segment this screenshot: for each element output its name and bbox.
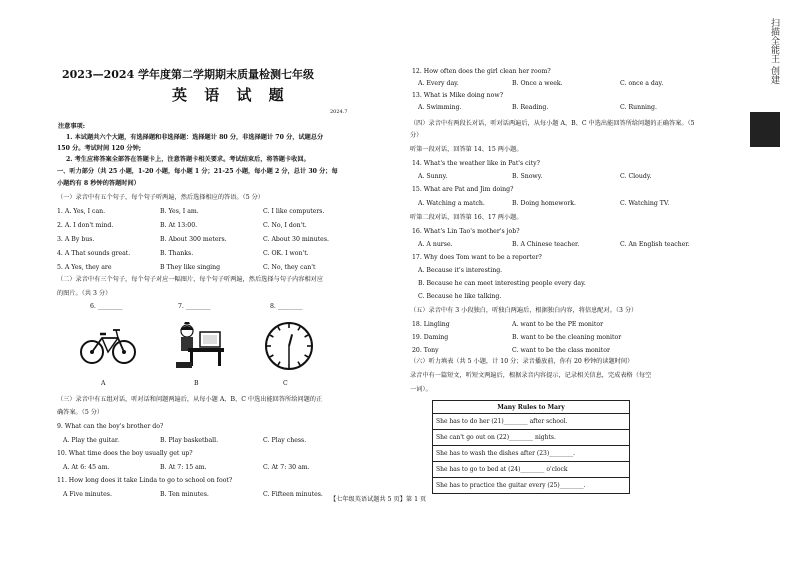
clock-image: [263, 320, 315, 372]
note-1a: 1. 本试题共六个大题，有选择题和非选择题：选择题计 80 分，非选择题计 70 分，试题总分: [66, 134, 324, 141]
part1-heading: 一、听力部分（共 25 小题，1-20 小题，每小题 1 分；21-25 小题，每小题 2 分，总计 30 分；每: [57, 168, 338, 175]
q16-b: B. A Chinese teacher.: [512, 241, 580, 248]
sec6-instructions: 录音中有一篇短文，听短文两遍后，根据录音内容提示，记录相关信息，完成表格（每空: [410, 372, 652, 379]
q1-a: 1. A. Yes, I can.: [57, 208, 106, 215]
rules-table: [432, 400, 630, 494]
q15-b: B. Doing homework.: [512, 200, 576, 207]
match-18-name: 18. Lingling: [412, 321, 450, 328]
q14-a: A. Sunny.: [418, 173, 448, 180]
q15-text: 15. What are Pat and Jim doing?: [412, 186, 514, 193]
q5-c: C. No, they can't: [263, 264, 316, 271]
sec6-instructions-b: 一词）。: [410, 386, 432, 393]
q12-a: A. Every day.: [418, 80, 459, 87]
q9-c: C. Play chess.: [263, 437, 307, 444]
sec3-heading: （三）录音中有五组对话，听对话和问题两遍后，从每小题 A、B、C 中选出能回答所给问题的正: [57, 396, 323, 403]
match-18-option: A. want to be the PE monitor: [512, 321, 604, 328]
q14-b: B. Snowy.: [512, 173, 543, 180]
q17-b: B. Because he can meet interesting people every day.: [418, 280, 586, 287]
subject-title: 英 语 试 题: [172, 86, 290, 104]
table-title: Many Rules to Mary: [433, 401, 630, 414]
picture-label-c: C: [283, 380, 288, 387]
match-19-name: 19. Daming: [412, 334, 449, 341]
sec4-dialogue2: 听第二段对话，回答第 16、17 两小题。: [410, 214, 523, 221]
sec6-heading: （六）听力填表（共 5 小题，计 10 分；录音播放前，你有 20 秒钟的读题时间）: [410, 358, 634, 365]
sec3-heading-b: 确答案。（5 分）: [57, 409, 104, 416]
table-row: She can't go out on (22)________ nights.: [433, 430, 630, 446]
q8-blank: 8. ________: [270, 303, 303, 310]
q10-c: C. At 7: 30 am.: [263, 464, 310, 471]
q17-text: 17. Why does Tom want to be a reporter?: [412, 254, 542, 261]
q15-a: A. Watching a match.: [418, 200, 485, 207]
q9-b: B. Play basketball.: [160, 437, 219, 444]
q14-c: C. Cloudy.: [620, 173, 652, 180]
q14-text: 14. What's the weather like in Pat's city?: [412, 160, 540, 167]
scanner-watermark: 扫描全能王 创建: [769, 18, 779, 84]
bicycle-image: [80, 326, 136, 366]
match-20-name: 20. Tony: [412, 347, 439, 354]
sec2-heading: （二）录音中有三个句子，每个句子对应一幅图片，每个句子听两遍，然后选择与句子内容相对应: [57, 276, 324, 283]
q4-a: 4. A That sounds great.: [57, 250, 131, 257]
q15-c: C. Watching TV.: [620, 200, 670, 207]
sec5-heading: （五）录音中有 3 小段独白，听独白两遍后，根据独白内容，将信息配对。（3 分）: [410, 307, 638, 314]
q10-b: B. At 7: 15 am.: [160, 464, 207, 471]
q11-text: 11. How long does it take Linda to go to school on foot?: [57, 477, 233, 484]
q13-a: A. Swimming.: [418, 104, 462, 111]
q12-c: C. once a day.: [620, 80, 664, 87]
sec4-heading: （四）录音中有两段长对话，听对话两遍后，从每小题 A、B、C 中选出能回答所给问题的正确答案。（5 分）: [410, 120, 695, 139]
sec4-dialogue1: 听第一段对话，回答第 14、15 两小题。: [410, 146, 523, 153]
q5-b: B They like singing: [160, 264, 221, 271]
note-1b: 150 分。考试时间 120 分钟;: [57, 145, 142, 152]
page-footer: 【七年级英语试题共 5 页】第 1 页: [330, 496, 427, 503]
picture-label-a: A: [101, 380, 106, 387]
table-row: She has to practice the guitar every (25)________.: [433, 478, 630, 494]
q11-c: C. Fifteen minutes.: [263, 491, 323, 498]
q3-a: 3. A By bus.: [57, 236, 95, 243]
table-row: She has to do her (21)________ after school.: [433, 414, 630, 430]
q4-c: C. OK. I won't.: [263, 250, 309, 257]
q1-c: C. I like computers.: [263, 208, 325, 215]
q3-c: C. About 30 minutes.: [263, 236, 329, 243]
picture-label-b: B: [194, 380, 199, 387]
q11-b: B. Ten minutes.: [160, 491, 209, 498]
q17-c: C. Because he like talking.: [418, 293, 502, 300]
exam-date: 2024.7: [330, 109, 348, 115]
q17-a: A. Because it's interesting.: [418, 267, 503, 274]
q9-a: A. Play the guitar.: [63, 437, 120, 444]
q9-text: 9. What can the boy's brother do?: [57, 423, 164, 430]
q5-a: 5. A Yes, they are: [57, 264, 112, 271]
q11-a: A Five minutes.: [63, 491, 112, 498]
q13-b: B. Reading.: [512, 104, 549, 111]
q16-c: C. An English teacher.: [620, 241, 690, 248]
q2-b: B. At 13:00.: [160, 222, 198, 229]
girl-computer-image: [174, 322, 226, 370]
q7-blank: 7. ________: [178, 303, 211, 310]
q10-text: 10. What time does the boy usually get up?: [57, 450, 193, 457]
q4-b: B. Thanks.: [160, 250, 194, 257]
match-19-option: B. want to be the cleaning monitor: [512, 334, 622, 341]
q16-a: A. A nurse.: [418, 241, 453, 248]
q10-a: A. At 6: 45 am.: [63, 464, 110, 471]
sec2-heading-b: 的图片。（共 3 分）: [57, 290, 112, 297]
q1-b: B. Yes, I am.: [160, 208, 199, 215]
note-2: 2. 考生应将答案全部答在答题卡上，注意答题卡相关要求。考试结束后，将答题卡收回。: [66, 156, 310, 163]
q3-b: B. About 300 meters.: [160, 236, 227, 243]
q13-c: C. Running.: [620, 104, 657, 111]
q6-blank: 6. ________: [90, 303, 123, 310]
q13-text: 13. What is Mike doing now?: [412, 92, 504, 99]
match-20-option: C. want to be the class monitor: [512, 347, 610, 354]
qr-stamp: [750, 112, 780, 147]
q2-a: 2. A. I don't mind.: [57, 222, 114, 229]
q12-b: B. Once a week.: [512, 80, 563, 87]
exam-title: 2023—2024 学年度第二学期期末质量检测七年级: [62, 68, 315, 81]
q16-text: 16. What's Lin Tao's mother's job?: [412, 228, 520, 235]
q12-text: 12. How often does the girl clean her room?: [412, 68, 551, 75]
sec1-heading: （一）录音中有五个句子，每个句子听两遍，然后选择相应的答语。（5 分）: [57, 194, 264, 201]
table-row: She has to go to bed at (24)________ o'clock: [433, 462, 630, 478]
table-row: She has to wash the dishes after (23)________.: [433, 446, 630, 462]
part1-heading-b: 小题约有 8 秒钟的答题时间）: [57, 180, 140, 187]
notes-heading: 注意事项:: [58, 123, 86, 130]
q2-c: C. No, I don't.: [263, 222, 307, 229]
